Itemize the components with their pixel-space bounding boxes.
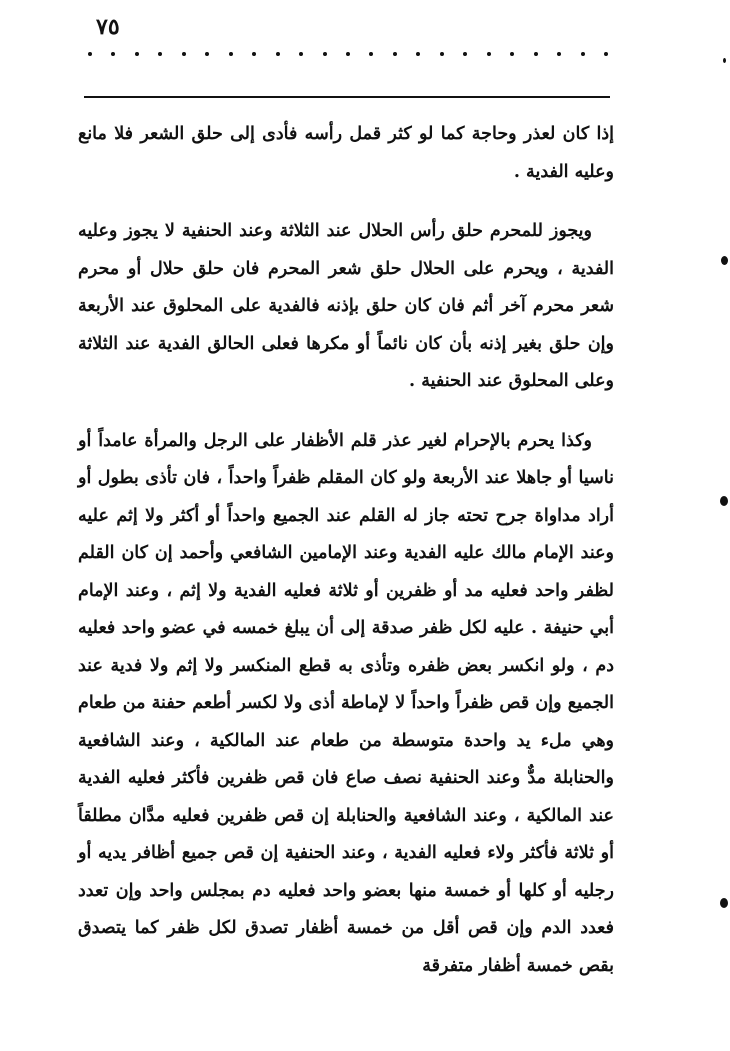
leader-dot (205, 52, 209, 56)
leader-dot (557, 52, 561, 56)
scan-edge-mark (720, 496, 728, 506)
paragraph-spacer (78, 191, 614, 213)
paragraph-2: ويجوز للمحرم حلق رأس الحلال عند الثلاثة وعند الحنفية لا يجوز وعليه الفدية ، ويحرم على الحلال حلق شعر المحرم فان حلق حلال أو محرم شعر محرم آخر أثم فان كان حلق بإذنه فالفدية على المحلوق عند الأربعة وإن حلق بغير إذنه بأن كان نائماً أو مكرها فعلى الحالق الفدية عند الثلاثة وعلى المحلوق عند الحنفية . (78, 221, 614, 391)
leader-dot (158, 52, 162, 56)
leader-dot (393, 52, 397, 56)
leader-dot (534, 52, 538, 56)
header-dot-leader (88, 52, 608, 56)
leader-dot (440, 52, 444, 56)
leader-dot (252, 52, 256, 56)
header-rule (84, 96, 610, 98)
leader-dot (323, 52, 327, 56)
leader-dot (346, 52, 350, 56)
leader-dot (182, 52, 186, 56)
scan-edge-mark (720, 898, 728, 908)
page-body (78, 116, 614, 985)
leader-dot (487, 52, 491, 56)
leader-dot (276, 52, 280, 56)
scan-edge-mark (723, 58, 726, 63)
scan-edge-mark (721, 256, 728, 265)
paragraph-spacer (78, 401, 614, 423)
leader-dot (581, 52, 585, 56)
leader-dot (463, 52, 467, 56)
paragraph-1: إذا كان لعذر وحاجة كما لو كثر قمل رأسه فأدى إلى حلق الشعر فلا مانع وعليه الفدية . (78, 124, 614, 182)
leader-dot (88, 52, 92, 56)
leader-dot (229, 52, 233, 56)
leader-dot (510, 52, 514, 56)
page-number: ٧٥ (96, 14, 120, 40)
leader-dot (135, 52, 139, 56)
leader-dot (416, 52, 420, 56)
leader-dot (604, 52, 608, 56)
paragraph-3: وكذا يحرم بالإحرام لغير عذر قلم الأظفار على الرجل والمرأة عامداً أو ناسيا أو جاهلا عند الأربعة ولو كان المقلم ظفراً واحداً ، فان تأذى بطول أو أراد مداواة جرح تحته جاز له القلم عند الجميع واحداً أو أكثر ولا إثم عليه وعند الإمام مالك عليه الفدية وعند الإمامين الشافعي وأحمد إن كان القلم لظفر واحد فعليه مد أو ظفرين أو ثلاثة فعليه الفدية ولا إثم ، وعند الإمام أبي حنيفة . عليه لكل ظفر صدقة إلى أن يبلغ خمسه في عضو واحد فعليه دم ، ولو انكسر بعض ظفره وتأذى به قطع المنكسر ولا إثم ولا فدية عند الجميع وإن قص ظفراً واحداً لا لإماطة أذى ولا لكسر أطعم حفنة من طعام وهي ملء يد واحدة متوسطة من طعام عند المالكية ، وعند الشافعية والحنابلة مدٌّ وعند الحنفية نصف صاع فان قص ظفرين فأكثر فعليه الفدية عند المالكية ، وعند الشافعية والحنابلة إن قص ظفرين فعليه مدَّان مطلقاً أو ثلاثة فأكثر ولاء فعليه الفدية ، وعند الحنفية إن قص جميع أظافر يديه أو رجليه أو كلها أو خمسة منها بعضو واحد فعليه دم بمجلس واحد وإن تعدد فعدد الدم وإن قص أقل من خمسة أظفار تصدق لكل ظفر كما يتصدق بقص خمسة أظفار متفرقة (78, 430, 614, 976)
leader-dot (369, 52, 373, 56)
leader-dot (111, 52, 115, 56)
leader-dot (299, 52, 303, 56)
